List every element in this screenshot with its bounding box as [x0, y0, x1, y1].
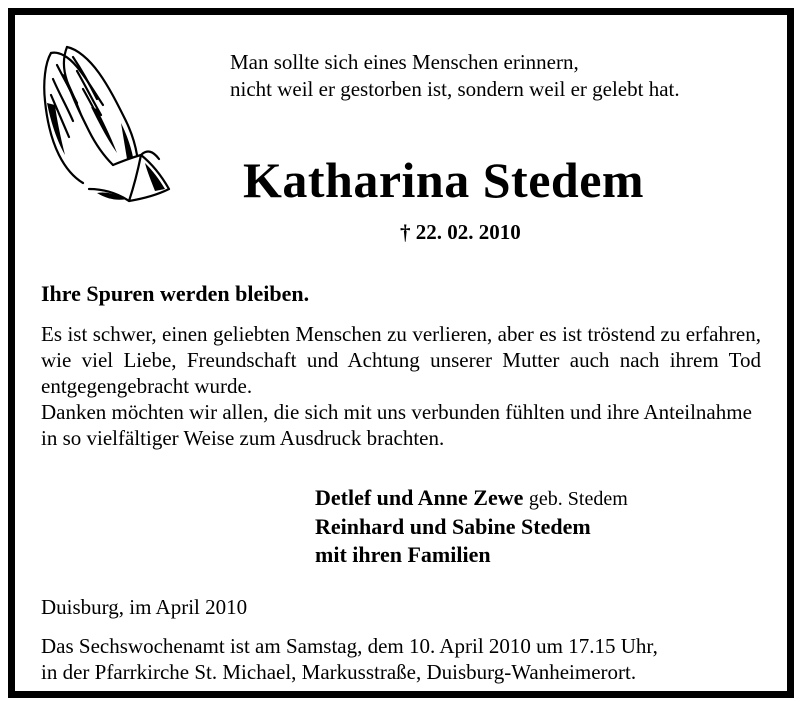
death-date: † 22. 02. 2010: [400, 220, 521, 244]
service-line-2: in der Pfarrkirche St. Michael, Markusstraße, Duisburg-Wanheimerort.: [41, 660, 637, 684]
service-info: [41, 633, 658, 685]
obituary-notice: [8, 8, 794, 698]
thanks-text: [41, 321, 761, 451]
thanks-paragraph-2: Danken möchten wir allen, die sich mit uns verbunden fühlten und ihre Anteilnahme in so vielfältiger Weise zum Ausdruck brachten.: [41, 400, 752, 450]
signers-block: [315, 484, 628, 569]
place-date: Duisburg, im April 2010: [41, 595, 248, 619]
quote-line-2: nicht weil er gestorben ist, sondern weil er gelebt hat.: [230, 77, 680, 101]
thanks-paragraph-1: Es ist schwer, einen geliebten Menschen zu verlieren, aber es ist tröstend zu erfahren, wie viel Liebe, Freundschaft und Achtung unserer Mutter auch nach ihrem Tod entgegengebracht wurde.: [41, 322, 761, 398]
signer-2: Reinhard und Sabine Stedem: [315, 514, 591, 539]
signer-line-1: [315, 484, 628, 513]
quote-line-1: Man sollte sich eines Menschen erinnern,: [230, 50, 579, 74]
signer-1-name: Detlef und Anne Zewe: [315, 485, 524, 510]
signer-1-note: geb. Stedem: [528, 488, 628, 510]
service-line-1: Das Sechswochenamt ist am Samstag, dem 10. April 2010 um 17.15 Uhr,: [41, 634, 658, 658]
motto-heading: Ihre Spuren werden bleiben.: [41, 281, 310, 306]
memorial-quote: [230, 49, 680, 103]
signer-3: mit ihren Familien: [315, 542, 491, 567]
deceased-name: Katharina Stedem: [243, 152, 645, 208]
